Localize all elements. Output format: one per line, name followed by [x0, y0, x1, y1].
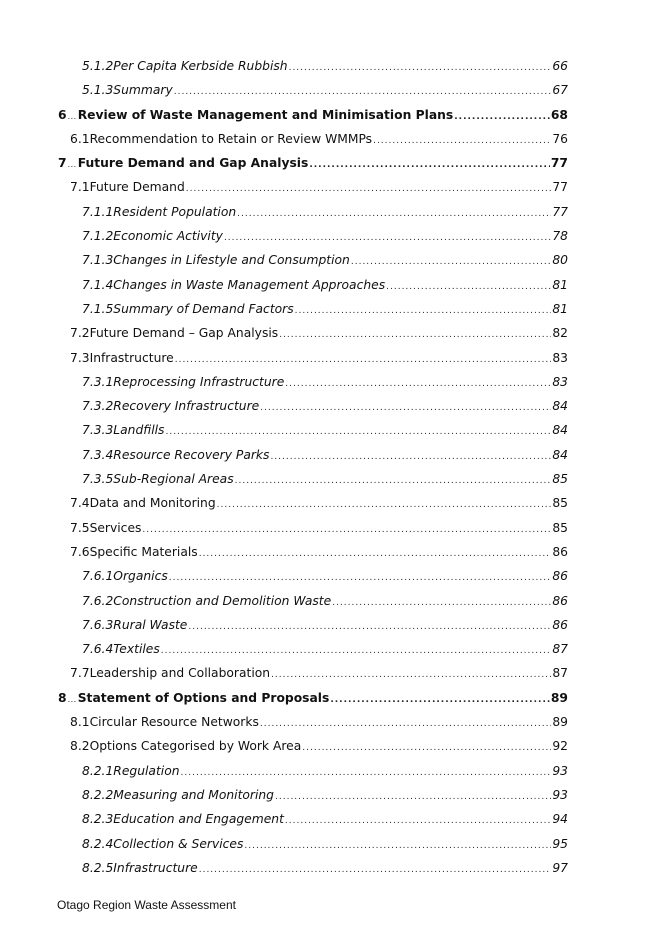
- toc-entry-line[interactable]: [82, 856, 568, 882]
- toc-entry[interactable]: [0, 443, 645, 467]
- toc-entry-line[interactable]: [82, 370, 568, 396]
- toc-entry[interactable]: [0, 661, 645, 685]
- toc-entry-line[interactable]: [82, 807, 568, 833]
- dot-leader: [235, 469, 552, 493]
- toc-entry-page-number[interactable]: 66: [552, 59, 568, 73]
- toc-entry-page-number[interactable]: 68: [550, 107, 568, 122]
- toc-number-leader: ...: [67, 160, 77, 170]
- toc-entry-title[interactable]: Landfills: [113, 423, 165, 438]
- dot-leader: [224, 226, 551, 250]
- toc-entry-page-number[interactable]: 77: [552, 180, 568, 195]
- dot-leader: [285, 372, 551, 396]
- toc-entry-title[interactable]: Future Demand and Gap Analysis: [77, 156, 309, 171]
- toc-entry[interactable]: [0, 710, 645, 734]
- toc-entry-page-number[interactable]: 86: [552, 569, 568, 584]
- toc-entry-number: 7.6.1: [82, 569, 114, 584]
- dot-leader: [142, 518, 551, 542]
- toc-entry-number: 8.2.2: [82, 787, 114, 802]
- toc-entry-title[interactable]: Review of Waste Management and Minimisation Plans: [77, 107, 454, 122]
- toc-entry[interactable]: [0, 637, 645, 661]
- toc-entry-line[interactable]: [82, 613, 568, 639]
- toc-entry-page-number[interactable]: 84: [552, 399, 568, 414]
- toc-entry-title[interactable]: Measuring and Monitoring: [113, 787, 274, 802]
- toc-entry-page-number[interactable]: 86: [552, 593, 568, 608]
- toc-entry-number: 7.6.2: [82, 593, 114, 608]
- toc-entry-number: 8: [58, 690, 67, 705]
- toc-entry-title[interactable]: Statement of Options and Proposals: [77, 690, 330, 705]
- toc-entry-title[interactable]: Per Capita Kerbside Rubbish: [113, 59, 288, 73]
- toc-entry-number: 5.1.3: [82, 83, 114, 98]
- toc-entry-title[interactable]: Organics: [113, 569, 168, 584]
- toc-entry-page-number[interactable]: 78: [552, 229, 568, 244]
- dot-leader: [279, 323, 551, 347]
- dot-leader: [373, 129, 551, 153]
- toc-entry[interactable]: [0, 783, 645, 807]
- toc-entry-title[interactable]: Resource Recovery Parks: [113, 447, 270, 462]
- toc-entry[interactable]: [0, 491, 645, 515]
- toc-entry-title[interactable]: Regulation: [113, 763, 180, 778]
- toc-entry-line[interactable]: [82, 467, 568, 493]
- toc-entry[interactable]: [0, 759, 645, 783]
- toc-entry-line[interactable]: [82, 273, 568, 299]
- toc-entry[interactable]: [0, 807, 645, 831]
- dot-leader: [386, 275, 551, 299]
- dot-leader: [309, 153, 550, 177]
- toc-entry-page-number[interactable]: 89: [552, 715, 568, 730]
- toc-entry[interactable]: [0, 273, 645, 297]
- dot-leader: [351, 250, 551, 274]
- toc-entry-page-number[interactable]: 87: [552, 642, 568, 657]
- toc-entry-line[interactable]: [70, 491, 568, 517]
- toc-entry-title[interactable]: Changes in Lifestyle and Consumption: [113, 253, 350, 268]
- toc-entry-line[interactable]: [82, 248, 568, 274]
- dot-leader: [289, 56, 552, 80]
- toc-entry-line[interactable]: [70, 710, 568, 736]
- dot-leader: [260, 396, 551, 420]
- toc-entry-line[interactable]: [82, 564, 568, 590]
- toc-entry-line[interactable]: [70, 540, 568, 566]
- toc-entry-title[interactable]: Collection & Services: [113, 836, 244, 851]
- toc-entry[interactable]: [0, 856, 645, 880]
- toc-entry-line[interactable]: [70, 175, 568, 201]
- dot-leader: [271, 663, 551, 687]
- toc-entry[interactable]: [0, 832, 645, 856]
- toc-entry-title[interactable]: Future Demand: [89, 180, 185, 195]
- toc-entry-number: 7.3.5: [82, 472, 114, 487]
- toc-entry-title[interactable]: Reprocessing Infrastructure: [113, 374, 285, 389]
- toc-entry-page-number[interactable]: 84: [552, 447, 568, 462]
- toc-entry-page-number[interactable]: 83: [552, 350, 568, 365]
- dot-leader: [169, 566, 552, 590]
- toc-entry-page-number[interactable]: 92: [552, 739, 568, 754]
- toc-entry[interactable]: [0, 78, 645, 102]
- toc-number-leader: ...: [67, 694, 77, 704]
- toc-entry-page-number[interactable]: 95: [552, 836, 568, 851]
- dot-leader: [175, 348, 552, 372]
- toc-entry-line[interactable]: [82, 54, 568, 80]
- toc-entry-title[interactable]: Circular Resource Networks: [89, 715, 259, 730]
- toc-entry-title[interactable]: Data and Monitoring: [89, 496, 216, 511]
- toc-entry-line[interactable]: [58, 151, 568, 177]
- toc-entry-title[interactable]: Summary: [113, 83, 173, 98]
- toc-entry-number: 7.6.4: [82, 642, 114, 657]
- dot-leader: [275, 785, 551, 809]
- toc-entry-line[interactable]: [70, 321, 568, 347]
- dot-leader: [330, 688, 550, 712]
- toc-entry-line[interactable]: [70, 346, 568, 372]
- toc-entry-line[interactable]: [82, 297, 568, 323]
- toc-entry-line[interactable]: [82, 200, 568, 226]
- dot-leader: [199, 542, 552, 566]
- toc-entry-number: 7.5: [70, 520, 90, 535]
- dot-leader: [270, 445, 551, 469]
- toc-entry[interactable]: [0, 103, 645, 127]
- toc-entry-page-number[interactable]: 93: [552, 787, 568, 802]
- toc-entry-number: 6.1: [70, 131, 90, 146]
- toc-entry-title[interactable]: Construction and Demolition Waste: [113, 593, 332, 608]
- toc-entry[interactable]: [0, 516, 645, 540]
- toc-entry-title[interactable]: Services: [89, 520, 142, 535]
- toc-entry-page-number[interactable]: 85: [552, 496, 568, 511]
- toc-entry-page-number[interactable]: 76: [552, 131, 568, 146]
- dot-leader: [285, 809, 551, 833]
- toc-entry-page-number[interactable]: 81: [552, 301, 568, 316]
- toc-entry-number: 7.3.3: [82, 423, 114, 438]
- toc-entry[interactable]: [0, 297, 645, 321]
- toc-entry-page-number[interactable]: 89: [550, 690, 568, 705]
- toc-entry-number: 7.4: [70, 496, 90, 511]
- toc-entry-line[interactable]: [82, 759, 568, 785]
- dot-leader: [237, 202, 551, 226]
- toc-entry-page-number[interactable]: 85: [552, 520, 568, 535]
- toc-entry[interactable]: [0, 589, 645, 613]
- toc-entry-number: 7.7: [70, 666, 90, 681]
- toc-entry-line[interactable]: [58, 103, 568, 129]
- toc-entry[interactable]: [0, 418, 645, 442]
- toc-entry-page-number[interactable]: 80: [552, 253, 568, 268]
- toc-entry-page-number[interactable]: 82: [552, 326, 568, 341]
- toc-entry-page-number[interactable]: 77: [552, 204, 568, 219]
- toc-entry-page-number[interactable]: 86: [552, 617, 568, 632]
- toc-entry-page-number[interactable]: 81: [552, 277, 568, 292]
- toc-entry-title[interactable]: Recommendation to Retain or Review WMMPs: [89, 131, 373, 146]
- toc-entry[interactable]: [0, 370, 645, 394]
- dot-leader: [302, 736, 551, 760]
- toc-entry[interactable]: [0, 175, 645, 199]
- toc-entry-page-number[interactable]: 93: [552, 763, 568, 778]
- toc-entry-number: 8.2.1: [82, 763, 114, 778]
- toc-entry-line[interactable]: [82, 78, 568, 104]
- toc-entry-title[interactable]: Specific Materials: [89, 544, 198, 559]
- toc-entry-number: 6: [58, 107, 67, 122]
- toc-entry-page-number[interactable]: 85: [552, 472, 568, 487]
- toc-number-leader: ...: [67, 111, 77, 121]
- toc-entry[interactable]: [0, 248, 645, 272]
- toc-entry[interactable]: [0, 540, 645, 564]
- toc-entry-line[interactable]: [70, 734, 568, 760]
- toc-entry-number: 7.3.2: [82, 399, 114, 414]
- toc-entry-number: 7.1.5: [82, 301, 114, 316]
- toc-entry-page-number[interactable]: 87: [552, 666, 568, 681]
- toc-entry-line[interactable]: [70, 127, 568, 153]
- dot-leader: [181, 761, 552, 785]
- toc-entry-title[interactable]: Rural Waste: [113, 617, 188, 632]
- toc-entry-number: 7: [58, 156, 67, 171]
- toc-entry-page-number[interactable]: 97: [552, 860, 568, 875]
- table-of-contents: [0, 54, 645, 880]
- toc-entry-title[interactable]: Options Categorised by Work Area: [89, 739, 302, 754]
- toc-entry[interactable]: [0, 224, 645, 248]
- toc-entry[interactable]: [0, 613, 645, 637]
- toc-entry-number: 7.3.1: [82, 374, 114, 389]
- toc-entry-line[interactable]: [82, 832, 568, 858]
- toc-entry[interactable]: [0, 467, 645, 491]
- dot-leader: [217, 493, 552, 517]
- dot-leader: [174, 80, 552, 104]
- dot-leader: [165, 420, 551, 444]
- toc-entry-line[interactable]: [82, 589, 568, 615]
- toc-entry-page-number[interactable]: 84: [552, 423, 568, 438]
- toc-entry-line[interactable]: [82, 637, 568, 663]
- toc-entry-line[interactable]: [82, 224, 568, 250]
- toc-entry-page-number[interactable]: 77: [550, 156, 568, 171]
- toc-entry[interactable]: [0, 127, 645, 151]
- dot-leader: [260, 712, 551, 736]
- toc-entry[interactable]: [0, 200, 645, 224]
- toc-entry-number: 7.1: [70, 180, 90, 195]
- toc-entry[interactable]: [0, 564, 645, 588]
- toc-entry-title[interactable]: Infrastructure: [113, 860, 198, 875]
- toc-entry-title[interactable]: Sub-Regional Areas: [113, 472, 234, 487]
- toc-entry-title[interactable]: Education and Engagement: [113, 812, 284, 827]
- toc-entry-line[interactable]: [70, 516, 568, 542]
- toc-entry-title[interactable]: Infrastructure: [89, 350, 174, 365]
- dot-leader: [295, 299, 552, 323]
- toc-entry-page-number[interactable]: 94: [552, 812, 568, 827]
- toc-entry-line[interactable]: [58, 686, 568, 712]
- toc-entry-number: 7.1.3: [82, 253, 114, 268]
- toc-entry[interactable]: [0, 54, 645, 78]
- page-footer: Otago Region Waste Assessment: [57, 898, 236, 912]
- toc-entry-number: 7.6.3: [82, 617, 114, 632]
- dot-leader: [186, 177, 552, 201]
- dot-leader: [244, 834, 551, 858]
- toc-entry-line[interactable]: [82, 783, 568, 809]
- toc-entry-title[interactable]: Future Demand – Gap Analysis: [89, 326, 279, 341]
- toc-entry-number: 7.1.1: [82, 204, 114, 219]
- toc-entry-line[interactable]: [82, 443, 568, 469]
- toc-entry-number: 8.2.3: [82, 812, 114, 827]
- dot-leader: [454, 105, 550, 129]
- toc-entry[interactable]: [0, 686, 645, 710]
- toc-entry-number: 8.2.5: [82, 860, 114, 875]
- toc-entry-line[interactable]: [82, 394, 568, 420]
- toc-entry-number: 7.6: [70, 544, 90, 559]
- toc-entry[interactable]: [0, 321, 645, 345]
- toc-entry-title[interactable]: Textiles: [113, 642, 160, 657]
- toc-entry-page-number[interactable]: 83: [552, 374, 568, 389]
- toc-entry-number: 7.1.2: [82, 229, 114, 244]
- toc-entry-number: 5.1.2: [82, 59, 114, 73]
- dot-leader: [161, 639, 552, 663]
- dot-leader: [199, 858, 552, 882]
- toc-entry-number: 7.3.4: [82, 447, 114, 462]
- toc-entry[interactable]: [0, 346, 645, 370]
- toc-entry[interactable]: [0, 151, 645, 175]
- toc-entry-title[interactable]: Changes in Waste Management Approaches: [113, 277, 386, 292]
- toc-entry-title[interactable]: Recovery Infrastructure: [113, 399, 260, 414]
- toc-entry-line[interactable]: [70, 661, 568, 687]
- toc-entry-number: 7.2: [70, 326, 90, 341]
- toc-entry-title[interactable]: Summary of Demand Factors: [113, 301, 294, 316]
- toc-entry-page-number[interactable]: 67: [552, 83, 568, 98]
- dot-leader: [332, 591, 551, 615]
- toc-entry-title[interactable]: Leadership and Collaboration: [89, 666, 271, 681]
- toc-entry[interactable]: [0, 394, 645, 418]
- toc-entry-number: 7.3: [70, 350, 90, 365]
- toc-entry-page-number[interactable]: 86: [552, 544, 568, 559]
- toc-entry[interactable]: [0, 734, 645, 758]
- toc-entry-number: 8.2.4: [82, 836, 114, 851]
- toc-entry-line[interactable]: [82, 418, 568, 444]
- toc-entry-number: 8.1: [70, 715, 90, 730]
- dot-leader: [188, 615, 551, 639]
- toc-entry-title[interactable]: Economic Activity: [113, 229, 223, 244]
- toc-entry-number: 8.2: [70, 739, 90, 754]
- toc-entry-title[interactable]: Resident Population: [113, 204, 237, 219]
- toc-entry-number: 7.1.4: [82, 277, 114, 292]
